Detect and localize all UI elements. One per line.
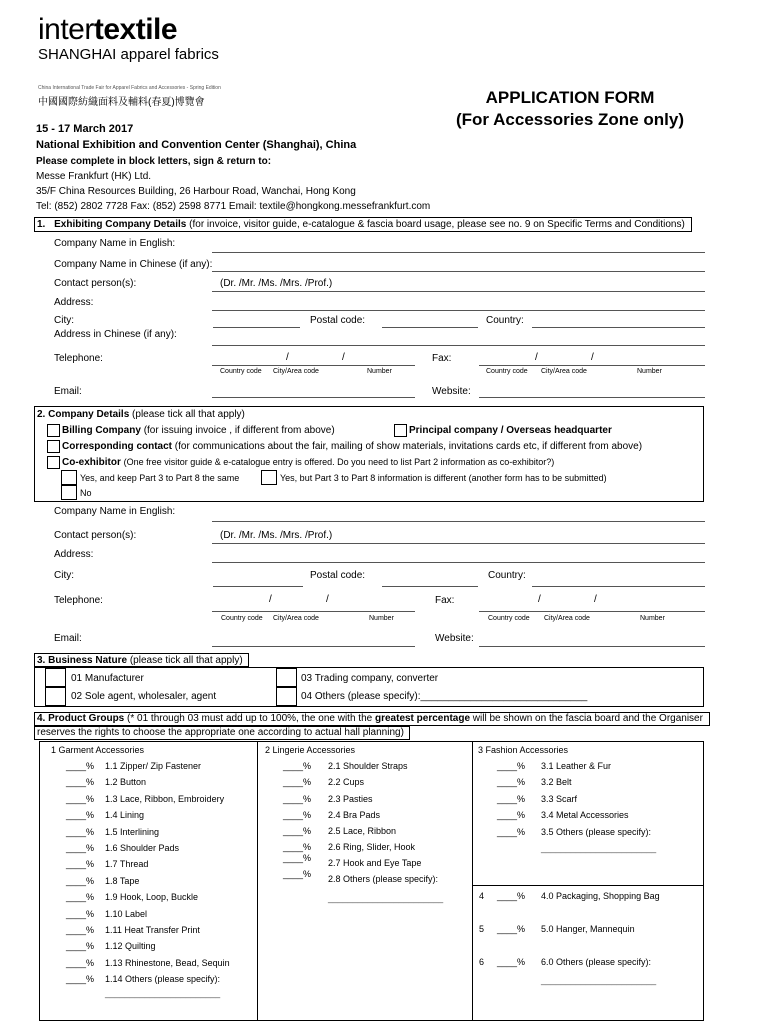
area-code-caption: City/Area code [273, 368, 319, 375]
s1-company-cn-field[interactable] [212, 271, 705, 272]
logo-wordmark: intertextile [38, 13, 178, 46]
s1-contact-label: Contact person(s): [54, 278, 137, 289]
s1-address-cn-label: Address in Chinese (if any): [54, 329, 177, 340]
logo-chinese: 中國國際紡織面料及輔料(春夏)博覽會 [38, 97, 205, 108]
area-code-caption: City/Area code [273, 615, 319, 622]
column-divider [472, 741, 473, 1021]
s2-fax-label: Fax: [435, 595, 455, 606]
yes-different-checkbox[interactable] [261, 470, 277, 485]
product-item-label: 1.4 Lining [105, 810, 145, 821]
percent-field[interactable]: ____% [283, 869, 312, 879]
product-item-label: 2.5 Lace, Ribbon [328, 826, 397, 836]
s2-address-field[interactable] [212, 562, 705, 563]
s1-telephone-field[interactable] [212, 365, 415, 366]
logo-tagline: China International Trade Fair for Apparel Fabrics and Accessories - Spring Edition [38, 85, 221, 91]
column-divider [257, 741, 258, 1021]
s1-address-field[interactable] [212, 310, 705, 311]
product-item-label: 1.2 Button [105, 777, 147, 788]
product-item-label: 2.7 Hook and Eye Tape [328, 858, 422, 868]
number-caption: Number [367, 368, 392, 375]
s2-contact-field[interactable] [212, 543, 705, 544]
logo-subtitle: SHANGHAI apparel fabrics [38, 46, 219, 63]
no-label: No [80, 488, 92, 498]
product-item-label: 6.0 Others (please specify): [541, 957, 652, 967]
percent-field[interactable]: ____% [283, 761, 312, 771]
slash: / [538, 594, 541, 605]
business-04-label: 04 Others (please specify):______________________________ [301, 691, 588, 702]
yes-different-label: Yes, but Part 3 to Part 8 information is different (another form has to be submitted) [280, 473, 607, 483]
percent-field[interactable]: ____% [283, 794, 312, 804]
slash: / [286, 352, 289, 363]
percent-field[interactable]: ____% [66, 908, 95, 919]
product-item-label: 1.7 Thread [105, 859, 149, 870]
s2-postal-field[interactable] [382, 586, 478, 587]
percent-field[interactable]: ____% [497, 826, 526, 837]
s1-email-field[interactable] [212, 397, 415, 398]
s2-company-en-field[interactable] [212, 521, 705, 522]
country-code-caption: Country code [220, 368, 262, 375]
section3-heading: 3. Business Nature (please tick all that apply) [37, 655, 243, 666]
col6-spec-line[interactable]: _______________________ [541, 975, 657, 985]
country-code-caption: Country code [221, 615, 263, 622]
group-number: 5 [479, 924, 485, 934]
s1-contact-field[interactable] [212, 291, 705, 292]
slash: / [591, 352, 594, 363]
organiser-contact: Tel: (852) 2802 7728 Fax: (852) 2598 8771 Email: textile@hongkong.messefrankfurt.com [36, 201, 431, 212]
section2-heading: 2. Company Details (please tick all that apply) [37, 409, 245, 420]
event-venue: National Exhibition and Convention Center (Shanghai), China [36, 139, 357, 151]
product-item-label: 1.5 Interlining [105, 826, 160, 837]
organiser: Messe Frankfurt (HK) Ltd. [36, 171, 152, 182]
s2-company-en-label: Company Name in English: [54, 506, 176, 517]
coexhibitor-checkbox[interactable] [47, 456, 60, 469]
s1-city-field[interactable] [213, 327, 300, 328]
s2-website-field[interactable] [479, 646, 705, 647]
product-item-label: 1.9 Hook, Loop, Buckle [105, 892, 199, 903]
product-item-label: 2.3 Pasties [328, 794, 373, 804]
slash: / [535, 352, 538, 363]
percent-field[interactable]: ____% [497, 924, 526, 934]
percent-field[interactable]: ____% [66, 859, 95, 870]
no-checkbox[interactable] [61, 485, 77, 500]
product-item-label: 2.2 Cups [328, 777, 365, 787]
col3-spec-line[interactable]: _______________________ [541, 843, 657, 853]
section4-heading: 4. Product Groups (* 01 through 03 must add up to 100%, the one with the greatest percentage will be shown on the fascia board and the Organiser [37, 713, 703, 724]
event-date: 15 - 17 March 2017 [36, 123, 134, 135]
percent-field[interactable]: ____% [66, 925, 95, 935]
s1-company-cn-label: Company Name in Chinese (if any): [54, 259, 213, 270]
s1-postal-label: Postal code: [310, 315, 366, 326]
billing-checkbox[interactable] [47, 424, 60, 437]
form-title: APPLICATION FORM (For Accessories Zone only) [456, 88, 684, 129]
s2-contact-label: Contact person(s): [54, 530, 137, 541]
percent-field[interactable]: ____% [66, 810, 95, 821]
s1-email-label: Email: [54, 386, 82, 397]
s2-country-field[interactable] [532, 586, 705, 587]
product-item-label: 2.8 Others (please specify): [328, 874, 439, 884]
percent-field[interactable]: ____% [66, 826, 95, 837]
product-item-label: 3.2 Belt [541, 777, 572, 788]
s1-address-label: Address: [54, 297, 94, 308]
percent-field[interactable]: ____% [283, 777, 312, 787]
product-item-label: 1.6 Shoulder Pads [105, 843, 180, 853]
corresponding-label: Corresponding contact (for communications about the fair, mailing of show materials, invitations cards etc, if different from above) [62, 441, 643, 452]
s1-titles: (Dr. /Mr. /Ms. /Mrs. /Prof.) [220, 278, 333, 289]
product-item-label: 1.3 Lace, Ribbon, Embroidery [105, 793, 225, 804]
product-item-label: 4.0 Packaging, Shopping Bag [541, 891, 660, 901]
product-item-label: 1.10 Label [105, 908, 148, 919]
slash: / [326, 594, 329, 605]
s1-city-label: City: [54, 315, 74, 326]
yes-same-label: Yes, and keep Part 3 to Part 8 the same [80, 473, 240, 483]
product-item-label: 3.5 Others (please specify): [541, 826, 652, 837]
col1-title: 1 Garment Accessories [51, 745, 145, 755]
business-01-label: 01 Manufacturer [71, 673, 144, 684]
product-item-label: 3.1 Leather & Fur [541, 761, 612, 771]
yes-same-checkbox[interactable] [61, 470, 77, 485]
percent-field[interactable]: ____% [283, 810, 312, 820]
percent-field[interactable]: ____% [66, 777, 95, 788]
product-item-label: 5.0 Hanger, Mannequin [541, 924, 635, 934]
product-item-label: 1.12 Quilting [105, 941, 156, 952]
business-03-checkbox[interactable] [276, 668, 297, 687]
organiser-address: 35/F China Resources Building, 26 Harbour Road, Wanchai, Hong Kong [36, 186, 356, 197]
slash: / [269, 594, 272, 605]
s2-city-field[interactable] [213, 586, 303, 587]
group-number: 6 [479, 957, 485, 967]
col3-title: 3 Fashion Accessories [478, 745, 569, 755]
instruction: Please complete in block letters, sign & return to: [36, 156, 272, 167]
principal-label: Principal company / Overseas headquarter [409, 425, 612, 436]
number-caption: Number [637, 368, 662, 375]
business-02-checkbox[interactable] [45, 687, 66, 706]
s1-address-cn-field[interactable] [212, 345, 705, 346]
s2-email-label: Email: [54, 633, 82, 644]
product-item-label: 2.4 Bra Pads [328, 810, 381, 820]
percent-field[interactable]: ____% [497, 793, 526, 804]
s1-company-en-field[interactable] [212, 252, 705, 253]
percent-field[interactable]: ____% [66, 875, 95, 886]
percent-field[interactable]: ____% [66, 793, 95, 804]
s1-website-label: Website: [432, 386, 471, 397]
section2-box [34, 406, 704, 502]
s1-country-field[interactable] [532, 327, 705, 328]
s1-fax-field[interactable] [479, 365, 705, 366]
principal-checkbox[interactable] [394, 424, 407, 437]
percent-field[interactable]: ____% [283, 853, 312, 863]
s2-email-field[interactable] [212, 646, 415, 647]
s1-company-en-label: Company Name in English: [54, 238, 176, 249]
col1-spec-line[interactable]: _______________________ [105, 988, 221, 998]
row-divider [472, 885, 704, 886]
business-01-checkbox[interactable] [45, 668, 66, 687]
percent-field[interactable]: ____% [66, 892, 95, 903]
product-item-label: 3.4 Metal Accessories [541, 810, 629, 821]
s2-country-label: Country: [488, 570, 526, 581]
percent-field[interactable]: ____% [497, 810, 526, 821]
s1-telephone-label: Telephone: [54, 353, 103, 364]
s2-city-label: City: [54, 570, 74, 581]
s2-website-label: Website: [435, 633, 474, 644]
group-number: 4 [479, 891, 485, 901]
product-item-label: 1.14 Others (please specify): [105, 974, 221, 985]
product-item-label: 2.1 Shoulder Straps [328, 761, 408, 771]
percent-field[interactable]: ____% [66, 941, 95, 952]
country-code-caption: Country code [486, 368, 528, 375]
col2-spec-line[interactable]: _______________________ [328, 893, 444, 903]
area-code-caption: City/Area code [544, 615, 590, 622]
percent-field[interactable]: ____% [66, 974, 95, 985]
product-item-label: 1.13 Rhinestone, Bead, Sequin [105, 957, 230, 968]
s2-address-label: Address: [54, 549, 94, 560]
percent-field[interactable]: ____% [497, 777, 526, 788]
s1-fax-label: Fax: [432, 353, 452, 364]
number-caption: Number [369, 615, 394, 622]
coexhibitor-label: Co-exhibitor (One free visitor guide & e-catalogue entry is offered. Do you need to list Part 2 information as co-exhibitor?) [62, 457, 555, 468]
country-code-caption: Country code [488, 615, 530, 622]
product-item-label: 1.8 Tape [105, 875, 140, 886]
s2-telephone-label: Telephone: [54, 595, 103, 606]
s2-titles: (Dr. /Mr. /Ms. /Mrs. /Prof.) [220, 530, 333, 541]
col2-title: 2 Lingerie Accessories [265, 745, 356, 755]
corresponding-checkbox[interactable] [47, 440, 60, 453]
business-02-label: 02 Sole agent, wholesaler, agent [71, 691, 217, 702]
billing-label: Billing Company (for issuing invoice , if different from above) [62, 425, 335, 436]
percent-field[interactable]: ____% [66, 843, 95, 853]
s2-telephone-field[interactable] [212, 611, 415, 612]
s1-country-label: Country: [486, 315, 524, 326]
percent-field[interactable]: ____% [497, 891, 526, 901]
business-04-checkbox[interactable] [276, 687, 297, 706]
product-item-label: 3.3 Scarf [541, 793, 578, 804]
section4-note-line2: reserves the rights to choose the appropriate one according to actual hall planning) [37, 727, 404, 738]
product-item-label: 1.1 Zipper/ Zip Fastener [105, 761, 202, 771]
percent-field[interactable]: ____% [66, 957, 95, 968]
slash: / [594, 594, 597, 605]
product-item-label: 1.11 Heat Transfer Print [105, 925, 200, 935]
area-code-caption: City/Area code [541, 368, 587, 375]
slash: / [342, 352, 345, 363]
product-item-label: 2.6 Ring, Slider, Hook [328, 842, 416, 852]
s2-postal-label: Postal code: [310, 570, 366, 581]
number-caption: Number [640, 615, 665, 622]
percent-field[interactable]: ____% [283, 842, 312, 852]
percent-field[interactable]: ____% [283, 826, 312, 836]
business-03-label: 03 Trading company, converter [301, 673, 439, 684]
percent-field[interactable]: ____% [497, 761, 526, 771]
section1-heading: 1. Exhibiting Company Details (for invoice, visitor guide, e-catalogue & fascia board usage, please see no. 9 on Specific Terms and Conditions) [37, 219, 685, 230]
s1-website-field[interactable] [479, 397, 705, 398]
percent-field[interactable]: ____% [497, 957, 526, 967]
percent-field[interactable]: ____% [66, 761, 95, 771]
s1-postal-field[interactable] [382, 327, 478, 328]
s2-fax-field[interactable] [479, 611, 705, 612]
